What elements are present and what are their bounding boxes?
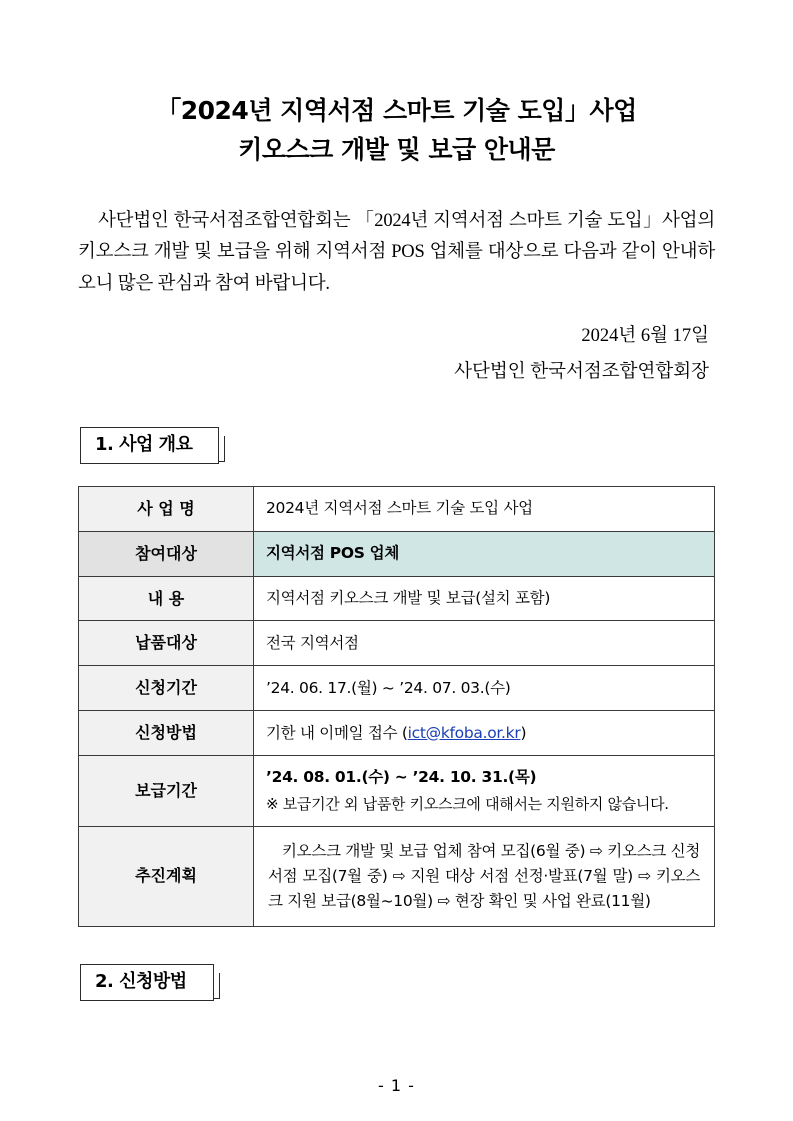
table-row <box>79 621 715 666</box>
row-value: ’24. 06. 17.(월) ~ ’24. 07. 03.(수) <box>254 666 715 711</box>
row-label: 추진계획 <box>79 826 254 926</box>
section-heading-1 <box>80 430 219 456</box>
page-number: - 1 - <box>378 1076 415 1095</box>
row-label: 참여대상 <box>79 531 254 576</box>
row-label: 신청기간 <box>79 666 254 711</box>
table-row <box>79 576 715 621</box>
row-label: 사 업 명 <box>79 486 254 531</box>
section-heading-2-label: 2. 신청방법 <box>80 964 214 1001</box>
email-suffix-text: ) <box>520 723 527 742</box>
table-row <box>79 486 715 531</box>
overview-table <box>78 486 715 927</box>
table-row <box>79 826 715 926</box>
row-value: 2024년 지역서점 스마트 기술 도입 사업 <box>254 486 715 531</box>
email-prefix-text: 기한 내 이메일 접수 ( <box>266 723 408 742</box>
table-row <box>79 711 715 756</box>
title-line-1: 「2024년 지역서점 스마트 기술 도입」사업 <box>156 96 637 125</box>
supply-period-value: ’24. 08. 01.(수) ~ ’24. 10. 31.(목) <box>266 768 537 787</box>
row-label: 내 용 <box>79 576 254 621</box>
row-label: 납품대상 <box>79 621 254 666</box>
table-row <box>79 666 715 711</box>
table-row <box>79 756 715 826</box>
section-heading-2 <box>80 967 214 993</box>
page-title <box>78 92 715 170</box>
title-line-2: 키오스크 개발 및 보급 안내문 <box>238 134 555 164</box>
row-label: 신청방법 <box>79 711 254 756</box>
intro-paragraph: 사단법인 한국서점조합연합회는 「2024년 지역서점 스마트 기술 도입」사업의 키오스크 개발 및 보급을 위해 지역서점 POS 업체를 대상으로 다음과 같이 안내하오니 많은 관심과 참여 바랍니다. <box>78 210 715 295</box>
issue-date: 2024년 6월 17일 <box>581 326 709 347</box>
email-link[interactable]: ict@kfoba.or.kr <box>407 723 521 742</box>
row-value: 키오스크 개발 및 보급 업체 참여 모집(6월 중) ⇨ 키오스크 신청 서점 모집(7월 중) ⇨ 지원 대상 서점 선정·발표(7월 말) ⇨ 키오스크 지원 보급(8월~10월) ⇨ 현장 확인 및 사업 완료(11월) <box>254 826 715 926</box>
row-label: 보급기간 <box>79 756 254 826</box>
signature-block <box>78 319 715 389</box>
row-value: 지역서점 키오스크 개발 및 보급(설치 포함) <box>254 576 715 621</box>
row-value: 지역서점 POS 업체 <box>254 531 715 576</box>
row-value: 전국 지역서점 <box>254 621 715 666</box>
supply-period-note: ※ 보급기간 외 납품한 키오스크에 대해서는 지원하지 않습니다. <box>266 795 669 814</box>
row-value <box>254 756 715 826</box>
section-heading-1-label: 1. 사업 개요 <box>80 427 219 464</box>
issuer-name: 사단법인 한국서점조합연합회장 <box>454 361 709 382</box>
row-value-email <box>254 711 715 756</box>
table-row <box>79 531 715 576</box>
overview-table-wrapper <box>78 486 715 927</box>
